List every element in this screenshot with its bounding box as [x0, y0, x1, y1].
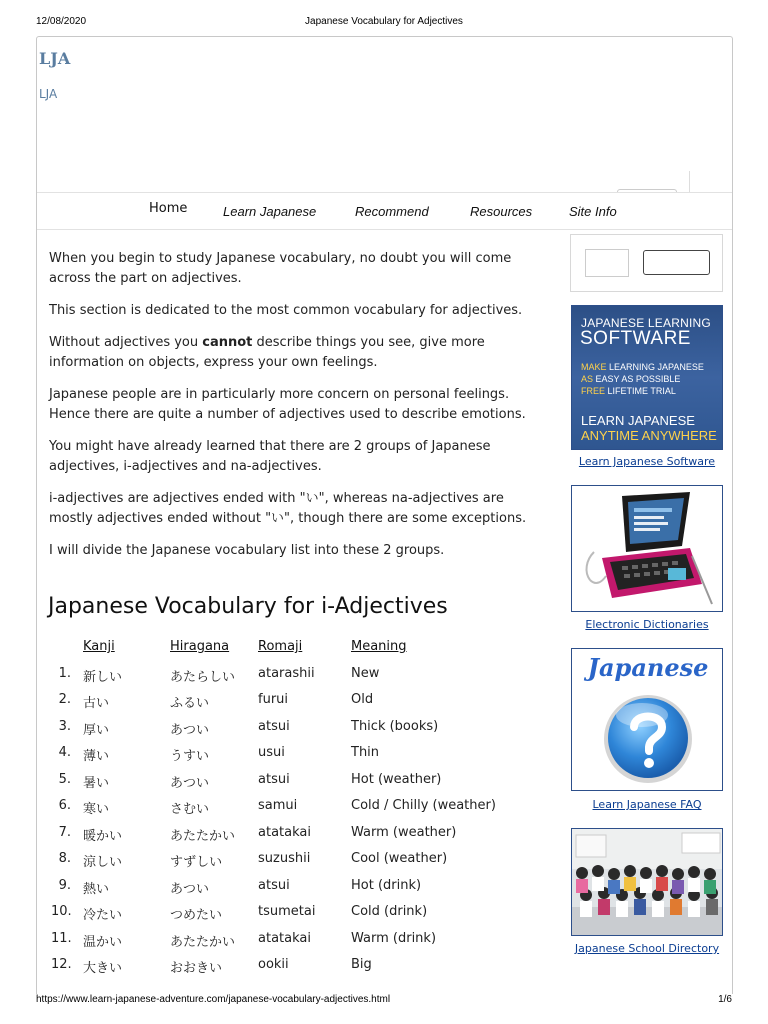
school-ad[interactable] [571, 828, 723, 936]
intro-paragraph: Without adjectives you cannot describe things you see, give more information on objects, express your own feelings. [49, 335, 485, 370]
intro-paragraph: You might have already learned that there are 2 groups of Japanese adjectives, i-adjectives and na-adjectives. [49, 439, 491, 474]
row-meaning: Big [351, 957, 372, 972]
row-meaning: Hot (drink) [351, 877, 422, 893]
row-romaji: atsui [258, 771, 290, 787]
intro-paragraph: i-adjectives are adjectives ended with "い", whereas na-adjectives are mostly adjectives ended without "い", though there are some exceptions. [49, 491, 527, 526]
intro-paragraph: I will divide the Japanese vocabulary list into these 2 groups. [49, 543, 445, 558]
row-kanji: 厚い [83, 722, 110, 738]
dictionary-ad-link[interactable]: Electronic Dictionaries [585, 618, 709, 631]
row-romaji: tsumetai [258, 904, 316, 919]
table-row [51, 851, 541, 878]
faq-logo-text: Japanese [587, 653, 709, 682]
electronic-dictionary-icon [572, 486, 723, 612]
header-divider [689, 171, 690, 193]
row-hiragana: うすい [170, 749, 210, 764]
table-row [51, 931, 541, 958]
row-number: 6. [58, 798, 71, 813]
row-kanji: 暑い [83, 775, 110, 791]
row-hiragana: ふるい [170, 696, 210, 711]
row-kanji: 大きい [83, 961, 123, 976]
row-number: 10. [51, 904, 72, 919]
row-hiragana: あたたかい [170, 934, 236, 950]
row-romaji: usui [258, 745, 285, 760]
row-hiragana: さむい [170, 802, 210, 817]
question-mark-icon [572, 649, 723, 791]
row-meaning: Thin [351, 745, 380, 760]
row-kanji: 熱い [83, 881, 110, 897]
row-meaning: Warm (drink) [351, 930, 437, 946]
header-meaning: Meaning [351, 639, 407, 654]
row-meaning: Hot (weather) [351, 771, 442, 787]
table-row [51, 692, 541, 719]
row-hiragana: あつい [170, 881, 210, 897]
nav-resources[interactable]: Resources [470, 204, 533, 219]
search-input[interactable] [585, 249, 629, 277]
intro-paragraph: This section is dedicated to the most common vocabulary for adjectives. [49, 303, 523, 318]
row-romaji: furui [258, 692, 289, 707]
row-kanji: 古い [83, 696, 110, 711]
intro-paragraph: Japanese people are in particularly more concern on personal feelings. Hence there are quite a number of adjectives used to describe emotions. [49, 387, 526, 422]
row-number: 11. [51, 930, 72, 946]
row-hiragana: つめたい [170, 908, 223, 923]
table-row [51, 745, 541, 772]
table-row [51, 772, 541, 799]
table-row [51, 798, 541, 825]
row-romaji: samui [258, 798, 298, 813]
print-page-number: 1/6 [718, 994, 732, 1005]
faq-ad-link[interactable]: Learn Japanese FAQ [592, 798, 702, 811]
school-ad-link[interactable]: Japanese School Directory [574, 942, 720, 955]
row-number: 5. [58, 771, 71, 787]
row-number: 2. [58, 692, 71, 707]
sidebar-search-box [570, 234, 723, 292]
table-row [51, 878, 541, 905]
row-number: 4. [58, 745, 71, 760]
dictionary-ad[interactable] [571, 485, 723, 612]
row-meaning: Cold / Chilly (weather) [351, 798, 496, 813]
row-meaning: Thick (books) [351, 718, 439, 734]
site-tagline: LJA [39, 87, 58, 101]
row-number: 3. [58, 718, 71, 734]
row-romaji: atarashii [258, 665, 315, 681]
intro-paragraph: When you begin to study Japanese vocabulary, no doubt you will come across the part on adjectives. [49, 251, 512, 286]
row-number: 1. [58, 665, 71, 681]
row-meaning: Warm (weather) [351, 824, 457, 840]
print-footer [0, 994, 768, 1008]
nav-home[interactable]: Home [149, 201, 188, 216]
row-hiragana: あたらしい [170, 669, 236, 685]
header-kanji: Kanji [83, 639, 115, 654]
nav-site-info[interactable]: Site Info [569, 204, 617, 219]
emphasis: cannot [202, 335, 253, 350]
row-romaji: atatakai [258, 930, 311, 946]
row-hiragana: あつい [170, 722, 210, 738]
row-hiragana: あたたかい [170, 828, 236, 844]
software-ad[interactable]: JAPANESE LEARNING SOFTWARE MAKE LEARNING JAPANESE AS EASY AS POSSIBLE FREE LIFETIME TRIAL LEARN JAPANESE ANYTIME ANYWHERE [571, 305, 723, 450]
intro-content [49, 249, 544, 573]
nav-recommend[interactable]: Recommend [355, 204, 429, 219]
row-kanji: 温かい [83, 934, 123, 950]
page-frame [36, 36, 733, 994]
table-row [51, 666, 541, 693]
print-title: Japanese Vocabulary for Adjectives [305, 16, 463, 27]
row-number: 12. [51, 957, 72, 972]
print-header [0, 16, 768, 30]
school-group-photo-icon [572, 829, 723, 936]
row-romaji: suzushii [258, 851, 311, 866]
row-romaji: atsui [258, 718, 290, 734]
table-row [51, 719, 541, 746]
row-number: 9. [58, 877, 71, 893]
vocab-table [51, 639, 541, 984]
table-row [51, 825, 541, 852]
row-hiragana: すずしい [170, 855, 223, 870]
table-row [51, 904, 541, 931]
table-row [51, 957, 541, 984]
site-logo[interactable]: LJA [39, 49, 71, 68]
row-hiragana: あつい [170, 775, 210, 791]
print-url: https://www.learn-japanese-adventure.com/japanese-vocabulary-adjectives.html [36, 994, 391, 1005]
section-title: Japanese Vocabulary for i-Adjectives [48, 594, 448, 619]
row-number: 8. [58, 851, 71, 866]
header-hiragana: Hiragana [170, 639, 230, 654]
row-meaning: Cool (weather) [351, 851, 448, 866]
row-meaning: Cold (drink) [351, 904, 428, 919]
software-ad-link[interactable]: Learn Japanese Software [578, 455, 716, 468]
row-romaji: atatakai [258, 824, 311, 840]
row-number: 7. [58, 824, 71, 840]
row-hiragana: おおきい [170, 961, 223, 976]
row-meaning: New [351, 665, 380, 681]
row-kanji: 薄い [83, 749, 110, 764]
main-nav [37, 192, 733, 230]
vocab-header-row [51, 639, 541, 666]
row-romaji: ookii [258, 957, 289, 972]
search-button[interactable] [643, 250, 710, 275]
row-romaji: atsui [258, 877, 290, 893]
print-date: 12/08/2020 [36, 16, 87, 27]
row-meaning: Old [351, 692, 374, 707]
faq-ad[interactable] [571, 648, 723, 791]
row-kanji: 涼しい [83, 855, 123, 870]
row-kanji: 冷たい [83, 908, 123, 923]
header-romaji: Romaji [258, 639, 303, 654]
nav-learn-japanese[interactable]: Learn Japanese [223, 204, 317, 219]
row-kanji: 暖かい [83, 828, 123, 844]
row-kanji: 寒い [83, 802, 110, 817]
row-kanji: 新しい [83, 669, 123, 685]
